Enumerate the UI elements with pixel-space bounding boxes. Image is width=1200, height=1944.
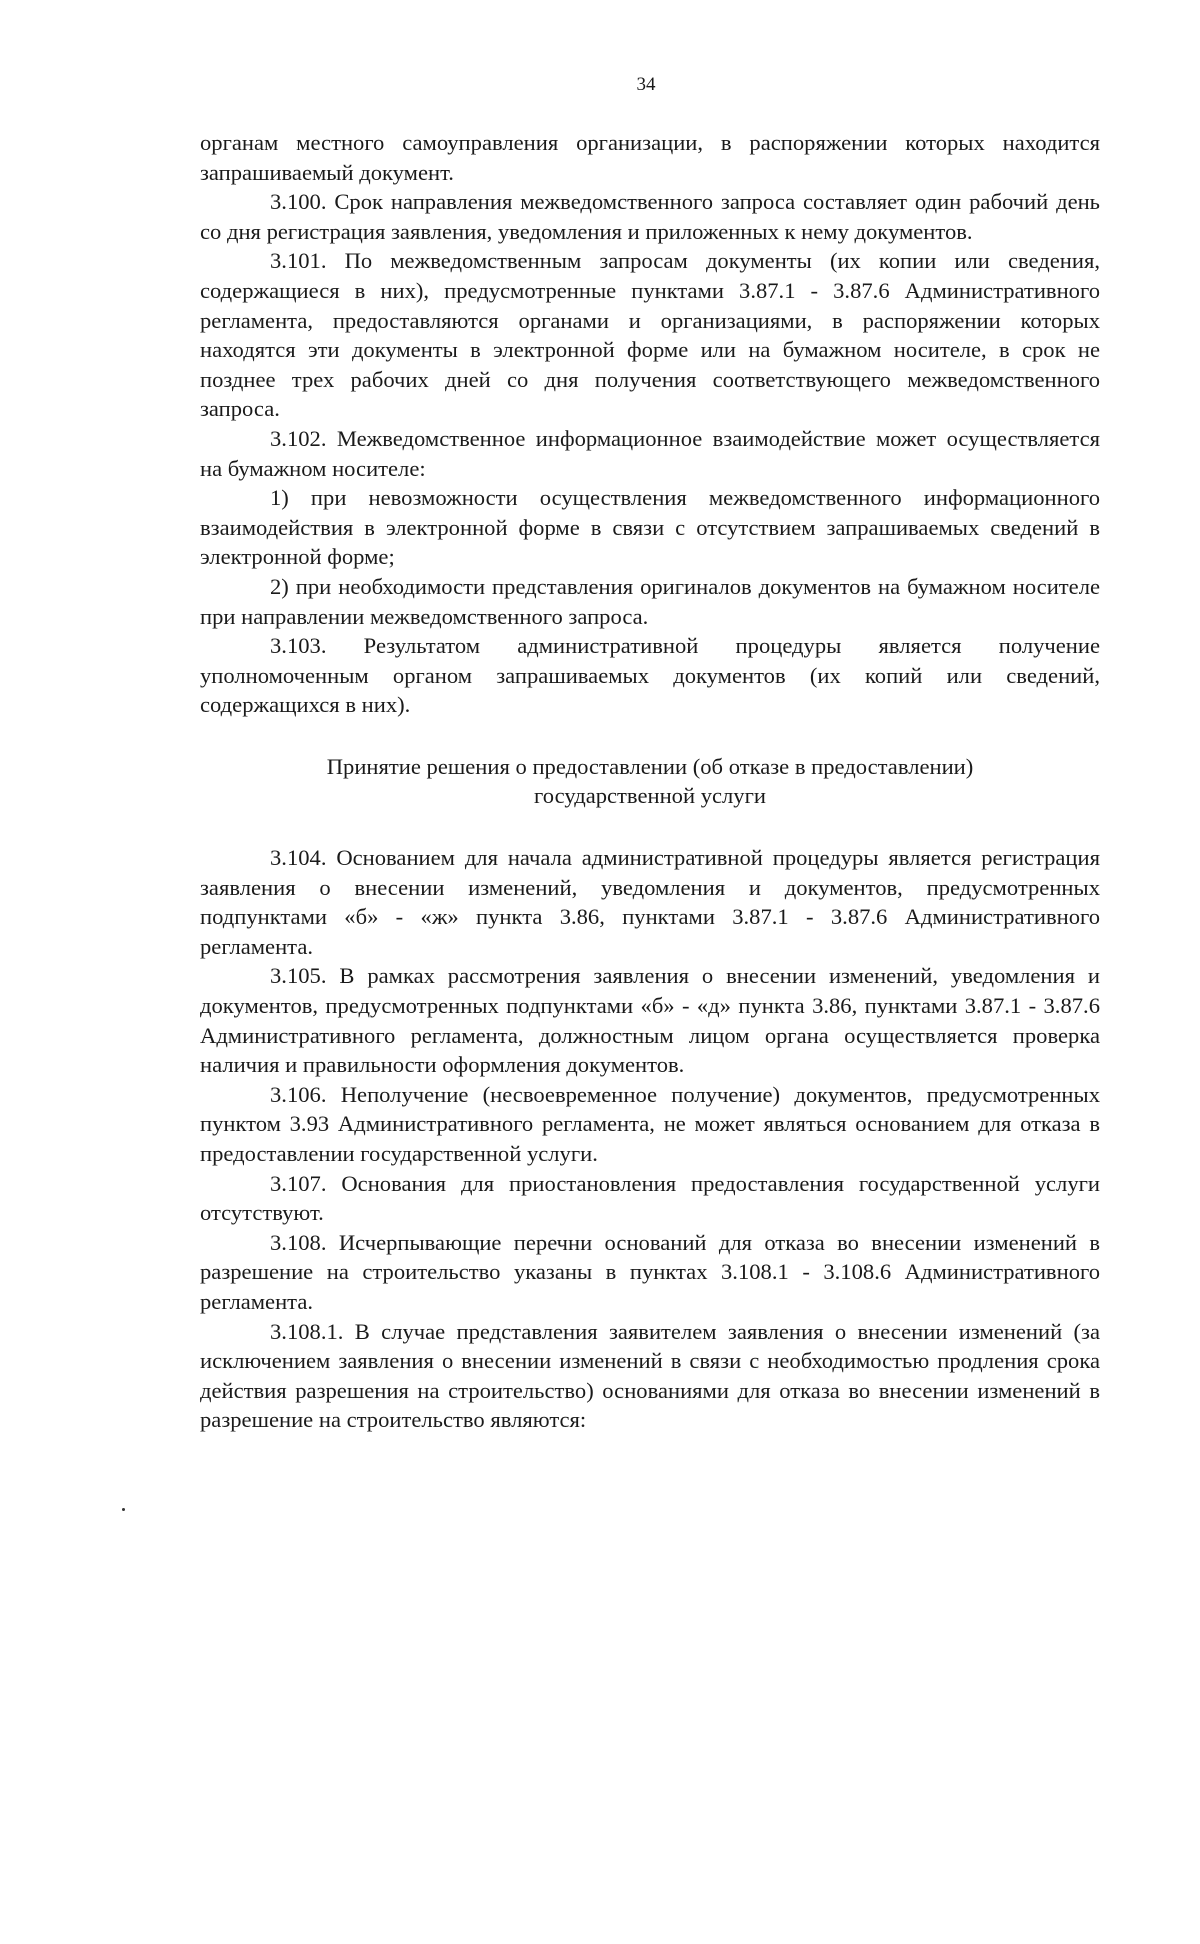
section-heading [200,752,1100,811]
paragraph-3-102-item-1: 1) при невозможности осуществления межведомственного информационного взаимодействия в электронной форме в связи с отсутствием запрашиваемых сведений в электронной форме; [200,485,1100,570]
paragraph-continuation: органам местного самоуправления организации, в распоряжении которых находится запрашиваемый документ. [200,130,1100,185]
section-heading-line-2: государственной услуги [534,783,766,809]
section-heading-line-1: Принятие решения о предоставлении (об отказе в предоставлении) [326,753,974,779]
paragraph-3-100: 3.100. Срок направления межведомственного запроса составляет один рабочий день со дня регистрация заявления, уведомления и приложенных к нему документов. [200,189,1100,244]
paragraph-3-108: 3.108. Исчерпывающие перечни оснований для отказа во внесении изменений в разрешение на строительство указаны в пунктах 3.108.1 - 3.108.6 Административного регламента. [200,1229,1100,1314]
page-number: 34 [636,74,656,95]
paragraph-3-103: 3.103. Результатом административной процедуры является получение уполномоченным органом запрашиваемых документов (их копий или сведений, содержащихся в них). [200,633,1100,718]
paragraph-3-106: 3.106. Неполучение (несвоевременное получение) документов, предусмотренных пунктом 3.93 Административного регламента, не может являться основанием для отказа в предоставлении государственной услуги. [200,1081,1100,1166]
scan-speck [122,1508,125,1511]
paragraph-3-105: 3.105. В рамках рассмотрения заявления о внесении изменений, уведомления и документов, предусмотренных подпунктами «б» - «д» пункта 3.86, пунктами 3.87.1 - 3.87.6 Административного регламента, должностным лицом органа осуществляется проверка наличия и правильности оформления документов. [200,963,1100,1078]
paragraph-3-108-1: 3.108.1. В случае представления заявителем заявления о внесении изменений (за исключением заявления о внесении изменений в связи с необходимостью продления срока действия разрешения на строительство) основаниями для отказа во внесении изменений в разрешение на строительство являются: [200,1318,1100,1433]
paragraph-3-102-item-2: 2) при необходимости представления оригиналов документов на бумажном носителе при направлении межведомственного запроса. [200,573,1100,629]
paragraph-3-101: 3.101. По межведомственным запросам документы (их копии или сведения, содержащиеся в них), предусмотренные пунктами 3.87.1 - 3.87.6 Административного регламента, предоставляются органами и организациями, в распоряжении которых находятся эти документы в электронной форме или на бумажном носителе, в срок не позднее трех рабочих дней со дня получения соответствующего межведомственного запроса. [200,248,1100,422]
paragraph-3-107: 3.107. Основания для приостановления предоставления государственной услуги отсутствуют. [200,1170,1100,1226]
paragraph-3-104: 3.104. Основанием для начала административной процедуры является регистрация заявления о внесении изменений, уведомления и документов, предусмотренных подпунктами «б» - «ж» пункта 3.86, пунктами 3.87.1 - 3.87.6 Административного регламента. [200,845,1100,959]
document-body [200,128,1100,1435]
paragraph-3-102: 3.102. Межведомственное информационное взаимодействие может осуществляется на бумажном носителе: [200,425,1100,481]
